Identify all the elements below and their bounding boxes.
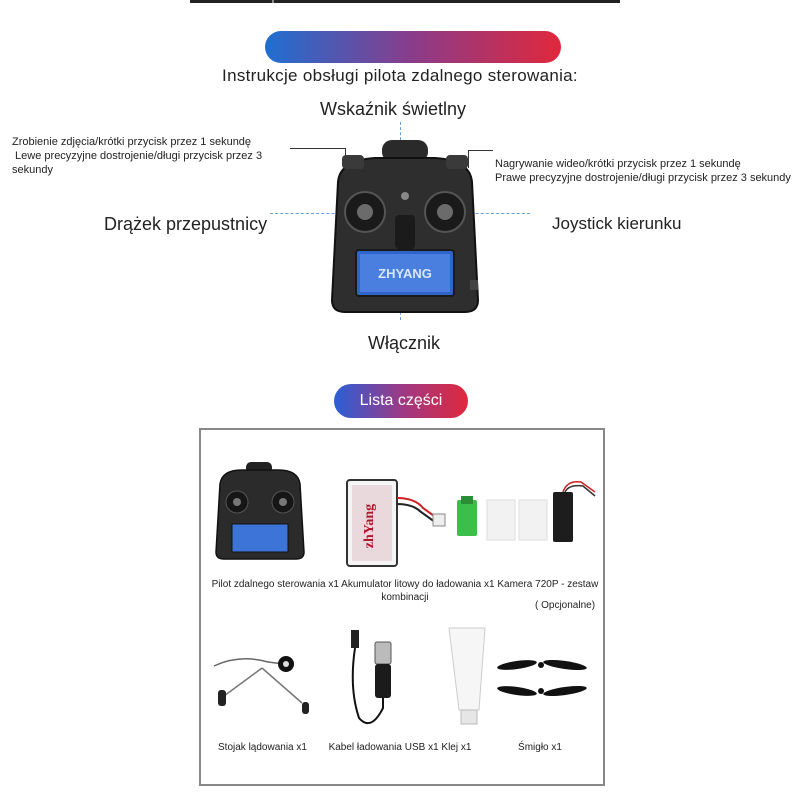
- remote-screen-brand: ZHYANG: [378, 266, 432, 281]
- camera-optional-note: ( Opcjonalne): [535, 600, 596, 611]
- indicator-light-label: Wskaźnik świetlny: [320, 99, 467, 119]
- top-divider: [190, 0, 620, 3]
- glue-tube-image: [445, 624, 493, 729]
- remote-controller-image: [320, 140, 490, 315]
- propeller-caption: Śmigło x1: [518, 742, 562, 753]
- row1-caption-line-2: kombinacji: [381, 592, 429, 603]
- power-switch-label: Włącznik: [368, 333, 441, 353]
- camera-kit-image: [455, 478, 603, 546]
- gradient-banner: [265, 31, 561, 63]
- parts-list-title: Lista części: [334, 384, 468, 418]
- usb-cable-image: [345, 628, 405, 738]
- right-button-line-2: Prawe precyzyjne dostrojenie/długi przycisk przez 3 sekundy: [495, 172, 791, 184]
- left-button-line-3: sekundy: [12, 164, 53, 176]
- parts-remote-image: [210, 462, 310, 560]
- left-button-description: [12, 135, 332, 177]
- propeller-image: [495, 655, 590, 705]
- row1-caption-line-1: Pilot zdalnego sterowania x1 Akumulator litowy do ładowania x1 Kamera 720P - zestaw: [211, 579, 599, 590]
- throttle-stick-label: Drążek przepustnicy: [104, 214, 268, 234]
- battery-image: [345, 478, 450, 568]
- left-button-line-2: Lewe precyzyjne dostrojenie/długi przycisk przez 3: [12, 150, 263, 162]
- cable-glue-caption: Kabel ładowania USB x1 Klej x1: [328, 742, 472, 753]
- left-button-line-1: Zrobienie zdjęcia/krótki przycisk przez 1 sekundę: [12, 136, 252, 148]
- landing-stand-caption: Stojak lądowania x1: [218, 742, 307, 753]
- battery-brand: zhYang: [362, 503, 377, 549]
- direction-joystick-label: Joystick kierunku: [552, 214, 682, 233]
- top-divider-tick: [272, 0, 274, 3]
- instructions-heading: Instrukcje obsługi pilota zdalnego sterowania:: [222, 66, 578, 85]
- right-button-line-1: Nagrywanie wideo/krótki przycisk przez 1 sekundę: [495, 158, 741, 170]
- right-button-description: [495, 157, 800, 185]
- landing-stand-image: [210, 648, 310, 716]
